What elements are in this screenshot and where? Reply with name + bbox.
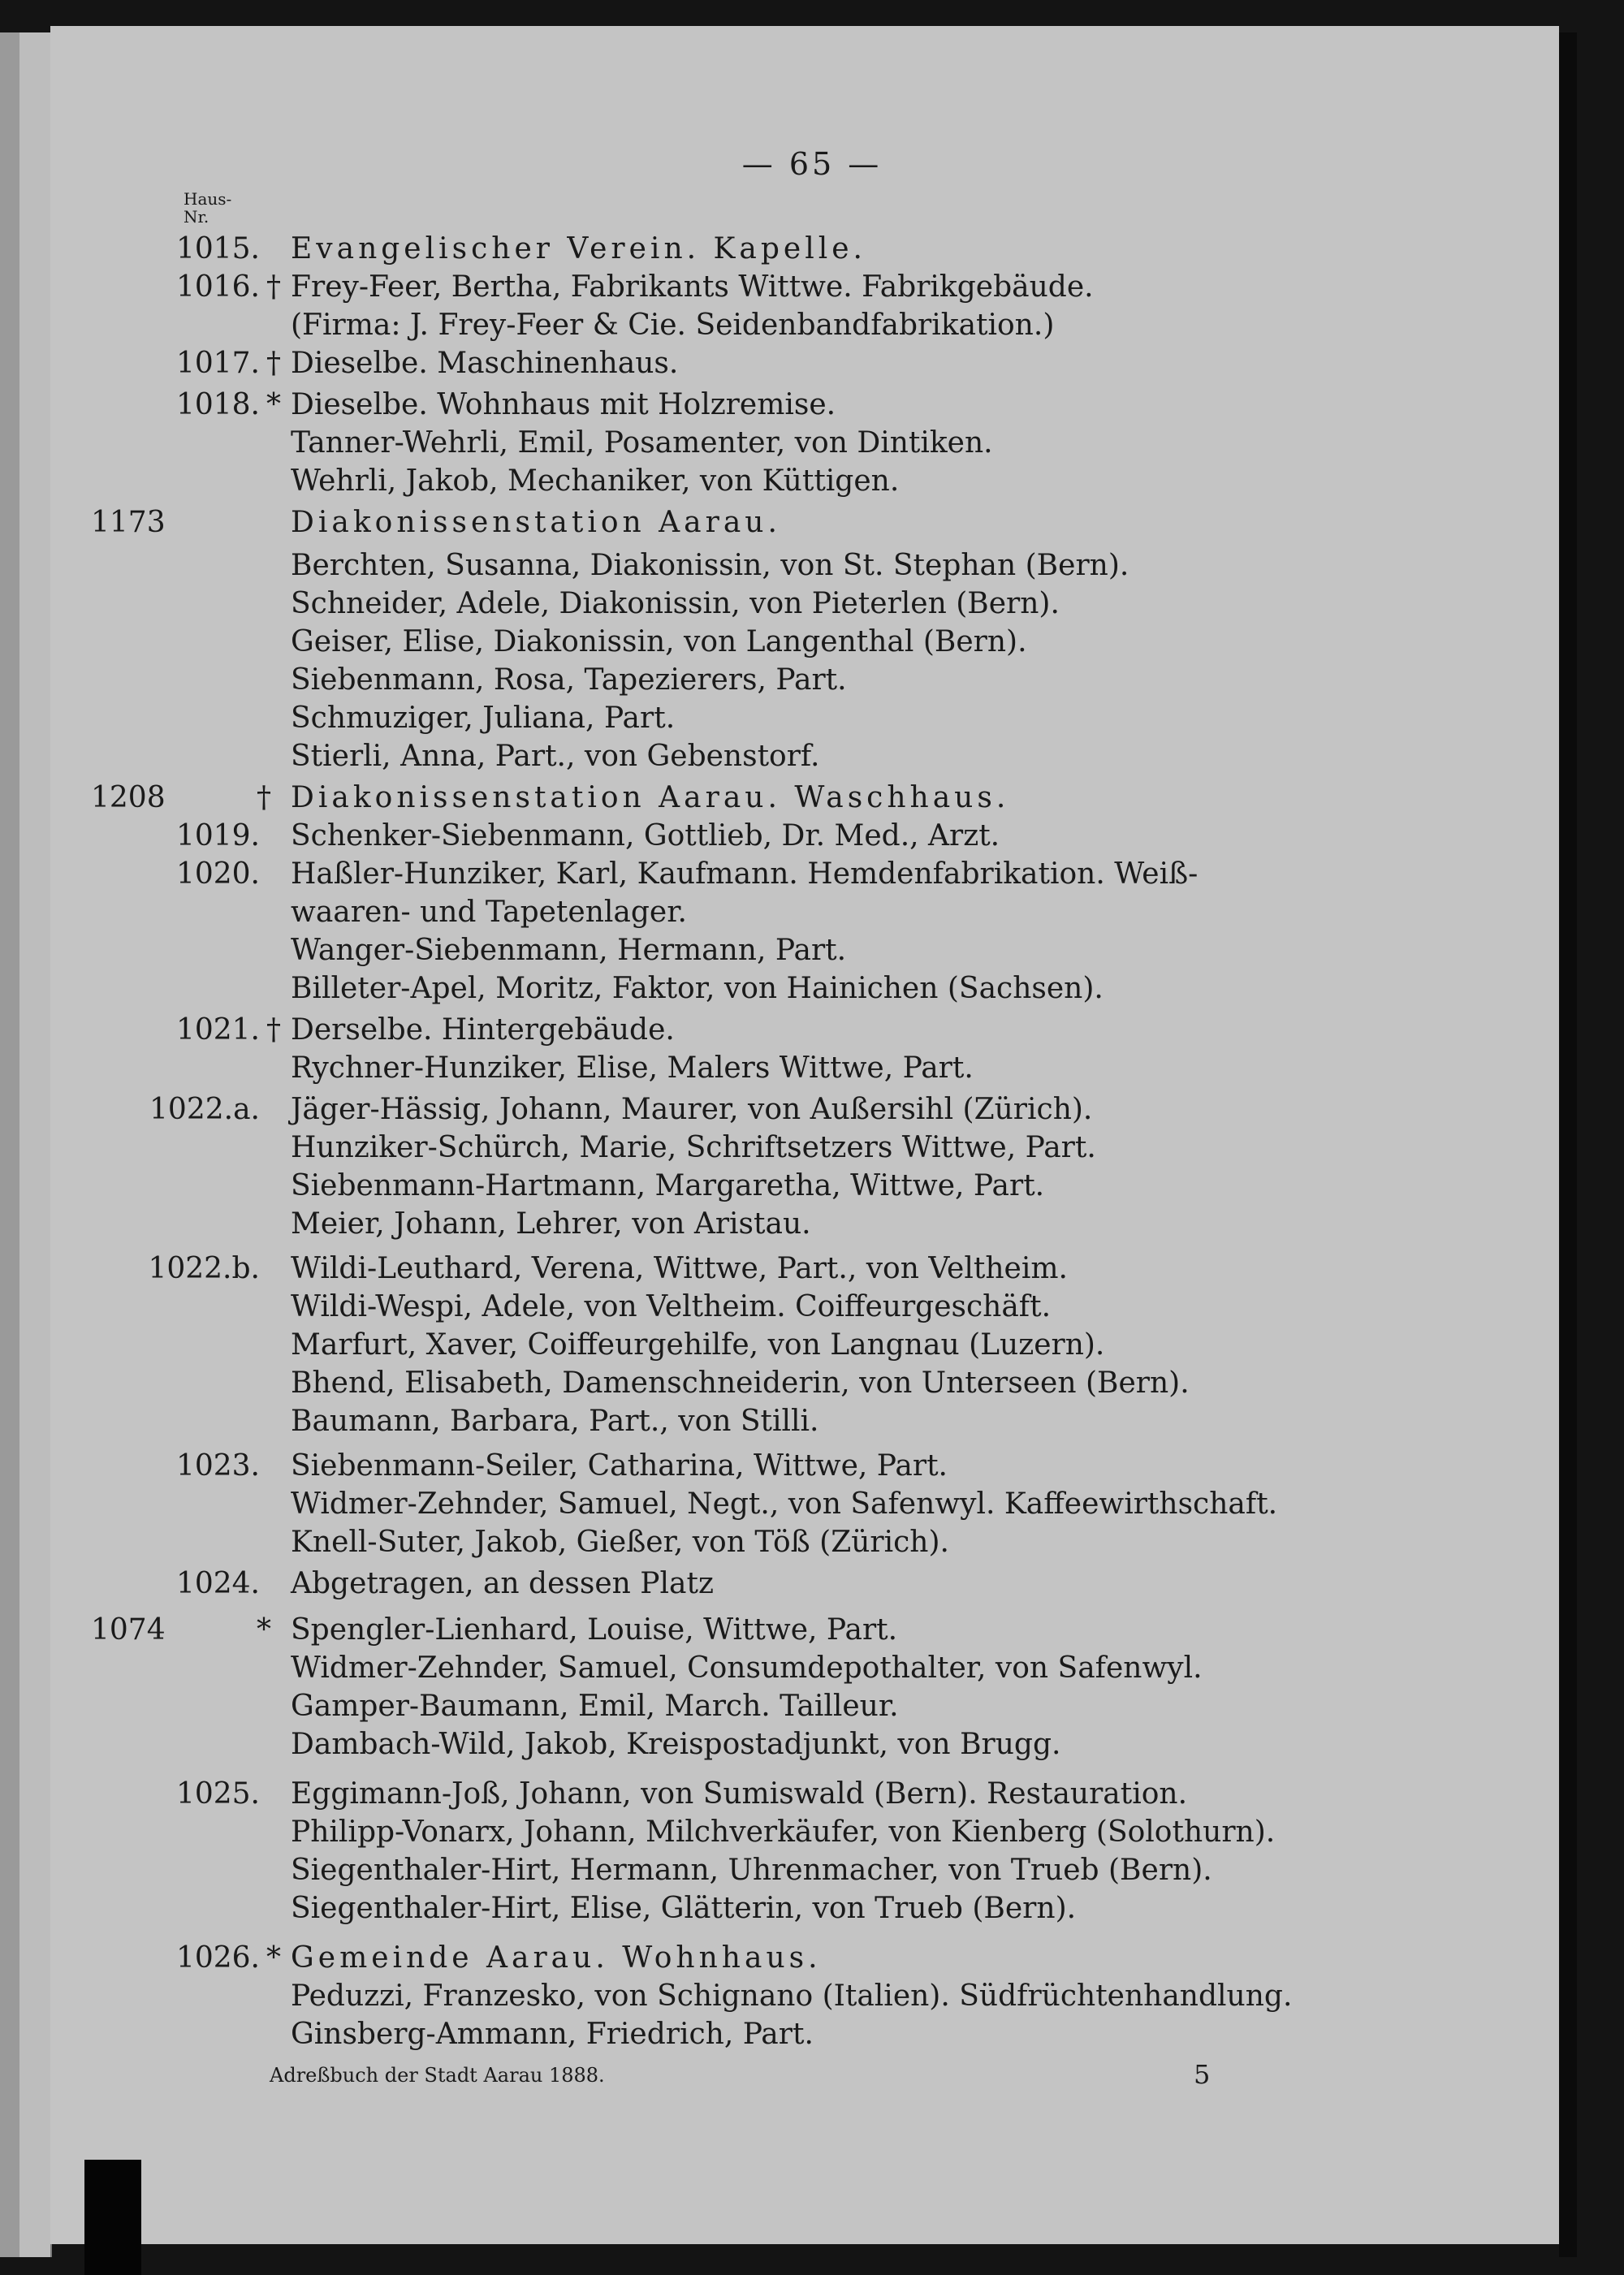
entry-text: Billeter-Apel, Moritz, Faktor, von Hainichen (Sachsen).: [291, 972, 1104, 1005]
entry-text: Marfurt, Xaver, Coiffeurgehilfe, von Langnau (Luzern).: [291, 1328, 1105, 1362]
directory-entry: [0, 1365, 1624, 1402]
house-number: 1020.: [175, 857, 260, 891]
entry-text: Philipp-Vonarx, Johann, Milchverkäufer, von Kienberg (Solothurn).: [291, 1815, 1276, 1849]
directory-entry: [0, 1448, 1624, 1485]
directory-entry: [0, 1890, 1624, 1927]
entry-text: Wanger-Siebenmann, Hermann, Part.: [291, 934, 847, 967]
entry-text: Rychner-Hunziker, Elise, Malers Wittwe, Part.: [291, 1051, 974, 1085]
directory-entry: [0, 1168, 1624, 1205]
directory-entry: [0, 585, 1624, 623]
old-number: 1074: [91, 1613, 166, 1647]
entry-text: Widmer-Zehnder, Samuel, Negt., von Safenwyl. Kaffeewirthschaft.: [291, 1487, 1278, 1521]
entry-marker: †: [266, 1013, 281, 1047]
directory-entry: [0, 1612, 1624, 1649]
entry-text: (Firma: J. Frey-Feer & Cie. Seidenbandfabrikation.): [291, 309, 1055, 342]
entry-marker: †: [266, 270, 281, 304]
directory-entry: [0, 504, 1624, 542]
directory-entry: [0, 970, 1624, 1008]
entry-marker: †: [266, 347, 281, 380]
directory-entry: [0, 269, 1624, 306]
entry-text: Wildi-Wespi, Adele, von Veltheim. Coiffeurgeschäft.: [291, 1290, 1052, 1323]
entry-text: Siebenmann-Seiler, Catharina, Wittwe, Part.: [291, 1449, 948, 1483]
entry-text: Hunziker-Schürch, Marie, Schriftsetzers Wittwe, Part.: [291, 1131, 1096, 1164]
entry-text: Derselbe. Hintergebäude.: [291, 1013, 675, 1047]
directory-entry: [0, 700, 1624, 737]
entry-text: Meier, Johann, Lehrer, von Aristau.: [291, 1207, 811, 1241]
entry-text: Dieselbe. Wohnhaus mit Holzremise.: [291, 388, 836, 421]
entry-text: Knell-Suter, Jakob, Gießer, von Töß (Zürich).: [291, 1526, 949, 1559]
directory-entry: [0, 1524, 1624, 1561]
directory-entry: [0, 1129, 1624, 1167]
directory-entry: [0, 1403, 1624, 1440]
house-number: 1022.a.: [149, 1093, 260, 1126]
house-number: 1018.: [175, 388, 260, 421]
house-number: 1024.: [175, 1567, 260, 1600]
directory-entry: [0, 1726, 1624, 1763]
directory-entry: [0, 1486, 1624, 1523]
entry-text: Siebenmann-Hartmann, Margaretha, Wittwe, Part.: [291, 1169, 1045, 1202]
directory-entry: [0, 1012, 1624, 1049]
entry-text: Eggimann-Joß, Johann, von Sumiswald (Bern). Restauration.: [291, 1777, 1188, 1811]
entry-text: Wehrli, Jakob, Mechaniker, von Küttigen.: [291, 464, 900, 498]
page-number: — 65 —: [741, 146, 883, 182]
entry-text: Schenker-Siebenmann, Gottlieb, Dr. Med., Arzt.: [291, 819, 1000, 853]
directory-entry: [0, 345, 1624, 382]
entry-text: Dambach-Wild, Jakob, Kreispostadjunkt, von Brugg.: [291, 1728, 1061, 1761]
directory-entry: [0, 1050, 1624, 1087]
directory-entry: [0, 738, 1624, 775]
directory-entry: [0, 1206, 1624, 1243]
entry-text: Dieselbe. Maschinenhaus.: [291, 347, 679, 380]
directory-entry: [0, 932, 1624, 969]
house-number: 1015.: [175, 232, 260, 265]
directory-entry: [0, 1688, 1624, 1725]
directory-entry: [0, 1327, 1624, 1364]
house-number: 1016.: [175, 270, 260, 304]
entry-text: Siebenmann, Rosa, Tapezierers, Part.: [291, 663, 847, 697]
directory-entry: [0, 2016, 1624, 2053]
house-number: 1022.b.: [148, 1252, 260, 1285]
directory-entry: [0, 307, 1624, 344]
entry-text: Haßler-Hunziker, Karl, Kaufmann. Hemdenfabrikation. Weiß-: [291, 857, 1199, 891]
directory-entry: [0, 231, 1624, 268]
entry-marker: *: [266, 388, 281, 421]
directory-entry: [0, 662, 1624, 699]
house-number: 1019.: [175, 819, 260, 853]
house-number: 1017.: [175, 347, 260, 380]
entry-text: Wildi-Leuthard, Verena, Wittwe, Part., von Veltheim.: [291, 1252, 1068, 1285]
footer-signature: 5: [1194, 2059, 1211, 2090]
entry-text: Jäger-Hässig, Johann, Maurer, von Außersihl (Zürich).: [291, 1093, 1093, 1126]
entry-text: Stierli, Anna, Part., von Gebenstorf.: [291, 740, 820, 773]
house-number: 1025.: [175, 1777, 260, 1811]
column-label-line2: Nr.: [184, 207, 209, 227]
directory-entry: [0, 1978, 1624, 2015]
directory-entry: [0, 1289, 1624, 1326]
directory-entry: [0, 1650, 1624, 1687]
entry-text: Schmuziger, Juliana, Part.: [291, 701, 676, 735]
house-number-column-label: [184, 190, 231, 226]
directory-entry: [0, 818, 1624, 855]
directory-entry: [0, 624, 1624, 661]
entry-text: Geiser, Elise, Diakonissin, von Langenthal (Bern).: [291, 625, 1027, 658]
house-number: 1026.: [175, 1941, 260, 1975]
entry-text: Siegenthaler-Hirt, Hermann, Uhrenmacher, von Trueb (Bern).: [291, 1854, 1212, 1887]
old-number: 1173: [91, 506, 166, 539]
directory-entry: [0, 779, 1624, 817]
entry-text: Baumann, Barbara, Part., von Stilli.: [291, 1405, 819, 1438]
house-number: 1021.: [175, 1013, 260, 1047]
entry-text: Widmer-Zehnder, Samuel, Consumdepothalter, von Safenwyl.: [291, 1651, 1203, 1685]
entry-marker: †: [257, 781, 271, 814]
entry-marker: *: [257, 1613, 271, 1647]
directory-entry: [0, 1940, 1624, 1977]
entry-text: Frey-Feer, Bertha, Fabrikants Wittwe. Fabrikgebäude.: [291, 270, 1094, 304]
directory-entry: [0, 547, 1624, 585]
entry-text: waaren- und Tapetenlager.: [291, 896, 687, 929]
directory-entry: [0, 1565, 1624, 1603]
binding-stain: [84, 2160, 141, 2275]
entry-text: Gemeinde Aarau. Wohnhaus.: [291, 1941, 822, 1975]
entry-text: Abgetragen, an dessen Platz: [291, 1567, 714, 1600]
entry-text: Evangelischer Verein. Kapelle.: [291, 232, 867, 265]
entry-text: Diakonissenstation Aarau. Waschhaus.: [291, 781, 1010, 814]
entry-text: Siegenthaler-Hirt, Elise, Glätterin, von Trueb (Bern).: [291, 1892, 1077, 1925]
column-label-line1: Haus-: [184, 189, 232, 209]
directory-entry: [0, 894, 1624, 931]
directory-entry: [0, 386, 1624, 424]
directory-entry: [0, 1250, 1624, 1288]
entry-text: Spengler-Lienhard, Louise, Wittwe, Part.: [291, 1613, 898, 1647]
entry-text: Schneider, Adele, Diakonissin, von Pieterlen (Bern).: [291, 587, 1060, 620]
entry-text: Gamper-Baumann, Emil, March. Tailleur.: [291, 1690, 899, 1723]
directory-entry: [0, 1776, 1624, 1813]
entry-text: Ginsberg-Ammann, Friedrich, Part.: [291, 2018, 814, 2051]
directory-entry: [0, 1852, 1624, 1889]
entry-text: Peduzzi, Franzesko, von Schignano (Italien). Südfrüchtenhandlung.: [291, 1979, 1293, 2013]
directory-entry: [0, 1814, 1624, 1851]
directory-entry: [0, 463, 1624, 500]
old-number: 1208: [91, 781, 166, 814]
directory-entry: [0, 1091, 1624, 1129]
entry-text: Berchten, Susanna, Diakonissin, von St. Stephan (Bern).: [291, 549, 1129, 582]
entry-text: Bhend, Elisabeth, Damenschneiderin, von Unterseen (Bern).: [291, 1366, 1190, 1400]
footer-book-title: Adreßbuch der Stadt Aarau 1888.: [270, 2064, 605, 2087]
house-number: 1023.: [175, 1449, 260, 1483]
directory-entry: [0, 856, 1624, 893]
entry-marker: *: [266, 1941, 281, 1975]
directory-entry: [0, 425, 1624, 462]
entry-text: Tanner-Wehrli, Emil, Posamenter, von Dintiken.: [291, 426, 993, 460]
entry-text: Diakonissenstation Aarau.: [291, 506, 781, 539]
